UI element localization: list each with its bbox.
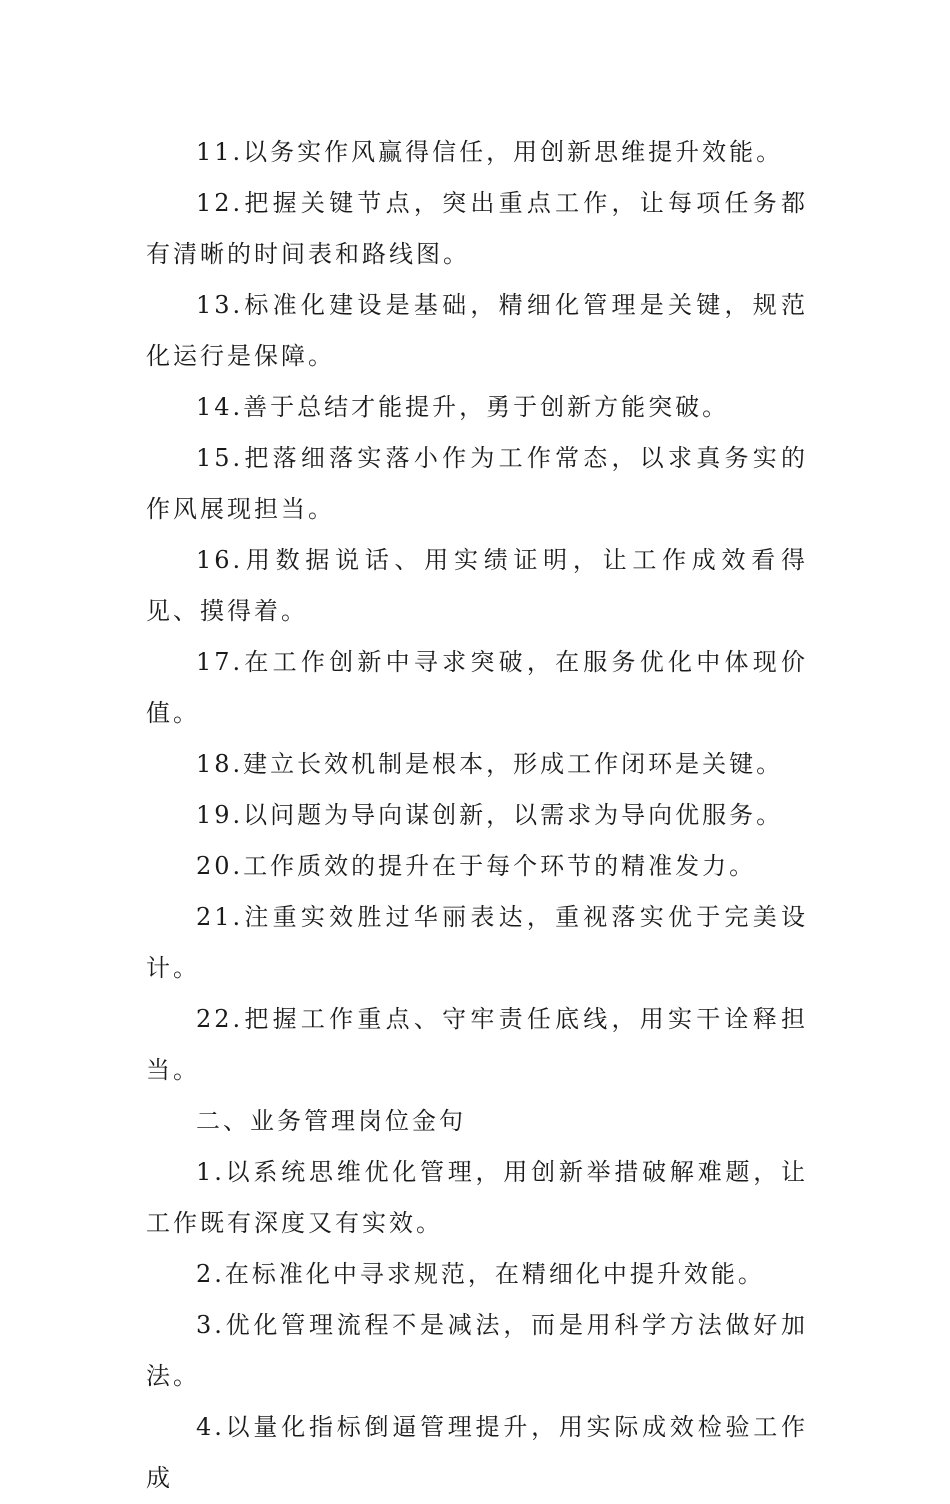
paragraph-22: 22.把握工作重点、守牢责任底线，用实干诠释担当。	[146, 1005, 808, 1084]
paragraph-21: 21.注重实效胜过华丽表达，重视落实优于完美设计。	[146, 903, 808, 982]
paragraph-13: 13.标准化建设是基础，精细化管理是关键，规范化运行是保障。	[146, 291, 808, 370]
paragraph-17: 17.在工作创新中寻求突破，在服务优化中体现价值。	[146, 648, 808, 727]
paragraph-14: 14.善于总结才能提升，勇于创新方能突破。	[196, 393, 730, 421]
paragraph-19: 19.以问题为导向谋创新，以需求为导向优服务。	[196, 801, 784, 829]
paragraph-12: 12.把握关键节点，突出重点工作，让每项任务都有清晰的时间表和路线图。	[146, 189, 808, 268]
paragraph-1: 1.以系统思维优化管理，用创新举措破解难题，让工作既有深度又有实效。	[146, 1158, 808, 1237]
paragraph-20: 20.工作质效的提升在于每个环节的精准发力。	[196, 852, 757, 880]
paragraph-15: 15.把落细落实落小作为工作常态，以求真务实的作风展现担当。	[146, 444, 808, 523]
document-body	[146, 127, 808, 1504]
paragraph-11: 11.以务实作风赢得信任，用创新思维提升效能。	[196, 138, 784, 166]
paragraph-18: 18.建立长效机制是根本，形成工作闭环是关键。	[196, 750, 784, 778]
section-heading: 二、业务管理岗位金句	[196, 1107, 466, 1135]
paragraph-3: 3.优化管理流程不是减法，而是用科学方法做好加法。	[146, 1311, 808, 1390]
paragraph-4: 4.以量化指标倒逼管理提升，用实际成效检验工作成	[146, 1413, 808, 1492]
paragraph-16: 16.用数据说话、用实绩证明，让工作成效看得见、摸得着。	[146, 546, 808, 625]
paragraph-2: 2.在标准化中寻求规范，在精细化中提升效能。	[196, 1260, 765, 1288]
